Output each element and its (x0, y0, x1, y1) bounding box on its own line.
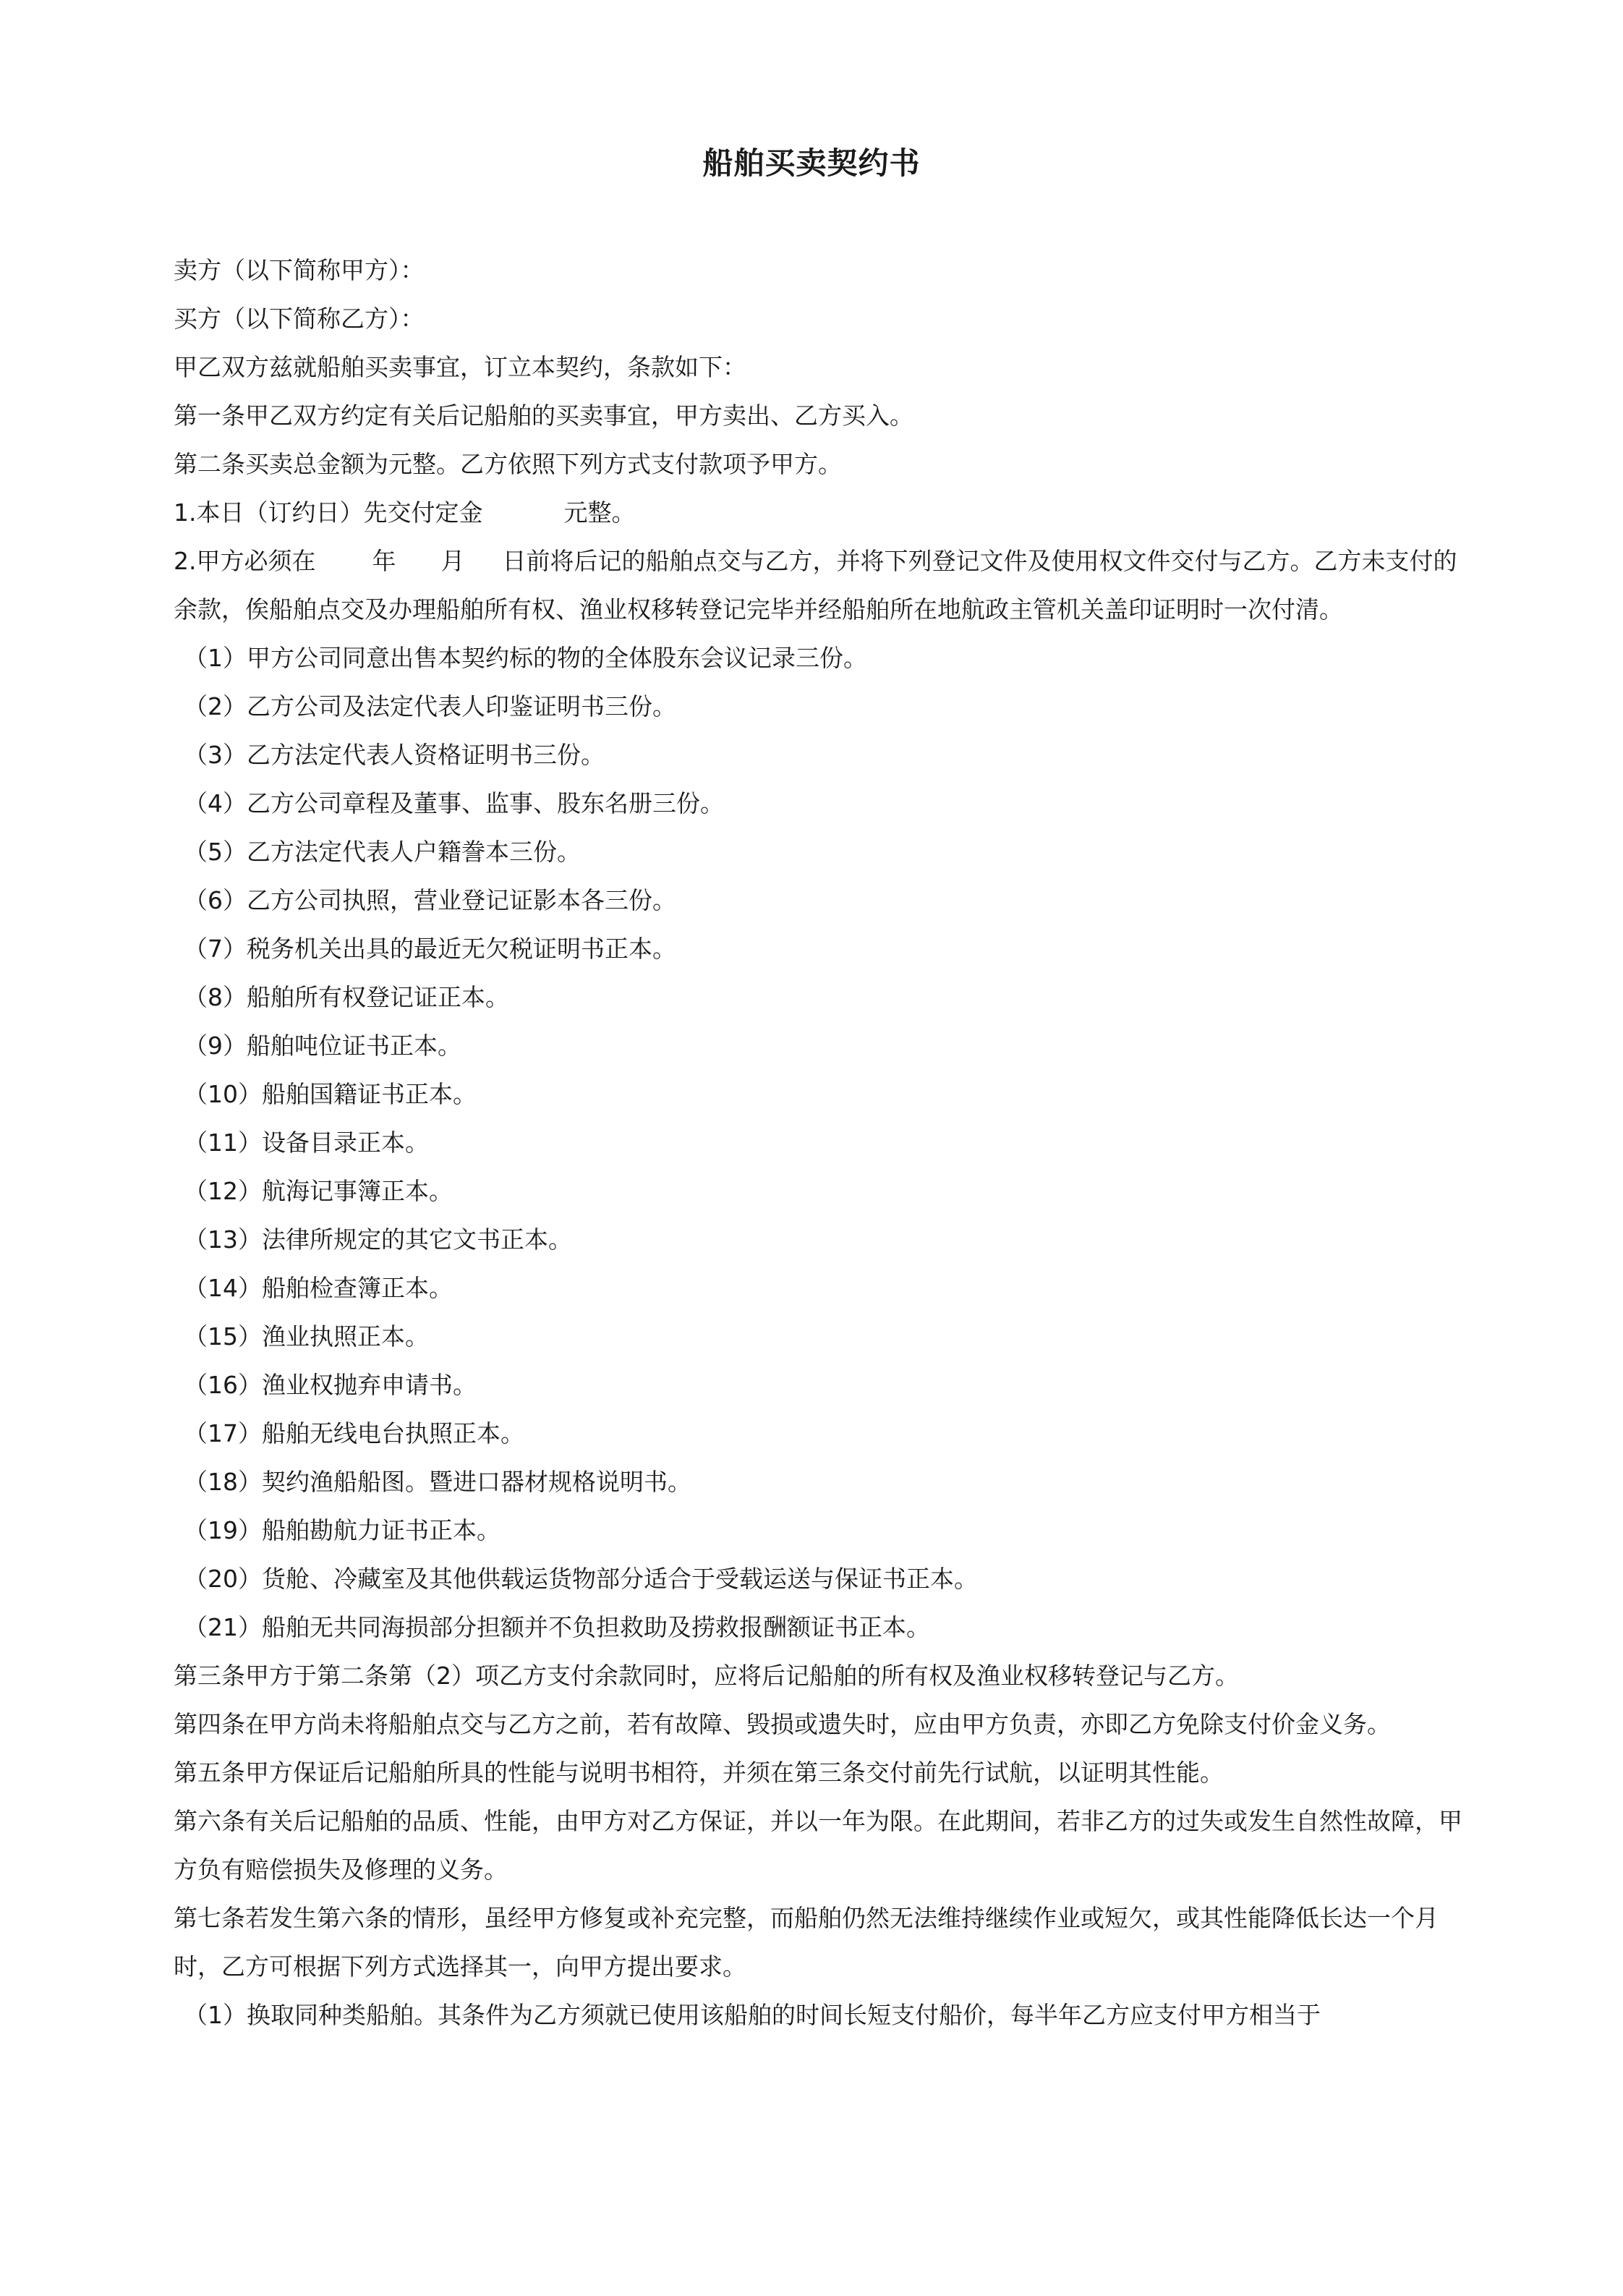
document-item: （8）船舶所有权登记证正本。 (184, 983, 509, 1011)
buyer-line: 买方（以下简称乙方）： (174, 305, 425, 333)
document-item: （21）船舶无共同海损部分担额并不负担救助及捞救报酬额证书正本。 (184, 1613, 930, 1641)
document-item: （1）甲方公司同意出售本契约标的物的全体股东会议记录三份。 (184, 644, 867, 672)
document-item: （16）渔业权抛弃申请书。 (184, 1371, 477, 1399)
article-2-clause-1 (174, 488, 1468, 537)
clause-2-month: 月 (440, 547, 465, 575)
document-item: （14）船舶检查簿正本。 (184, 1274, 453, 1302)
article-7-option-1: （1）换取同种类船舶。其条件为乙方须就已使用该船舶的时间长短支付船价，每半年乙方应支付甲方相当于 (184, 2001, 1321, 2029)
document-item: （12）航海记事簿正本。 (184, 1177, 453, 1205)
clause-2-year: 年 (372, 547, 396, 575)
document-item: （5）乙方法定代表人户籍誊本三份。 (184, 838, 581, 866)
document-item: （17）船舶无线电台执照正本。 (184, 1419, 524, 1447)
document-item: （6）乙方公司执照，营业登记证影本各三份。 (184, 886, 676, 914)
document-item: （19）船舶勘航力证书正本。 (184, 1516, 500, 1544)
article-5: 第五条甲方保证后记船舶所具的性能与说明书相符，并须在第三条交付前先行试航，以证明其性能。 (174, 1759, 1224, 1787)
document-item: （4）乙方公司章程及董事、监事、股东名册三份。 (184, 789, 724, 817)
clause-2-text-d: 日前将后记的船舶点交与乙方，并将下列登记文件及使用权文件交付与乙方。乙方未支付的余款，俟船舶点交及办理船舶所有权、渔业权移转登记完毕并经船舶所在地航政主管机关盖印证明时一次付清。 (174, 547, 1457, 624)
article-2: 第二条买卖总金额为元整。乙方依照下列方式支付款项予甲方。 (174, 450, 842, 478)
article-4: 第四条在甲方尚未将船舶点交与乙方之前，若有故障、毁损或遗失时，应由甲方负责，亦即乙方免除支付价金义务。 (174, 1710, 1391, 1738)
seller-line: 卖方（以下简称甲方）： (174, 256, 425, 284)
clause-2-text-a: 2.甲方必须在 (174, 547, 316, 575)
document-item: （11）设备目录正本。 (184, 1128, 429, 1157)
article-3: 第三条甲方于第二条第（2）项乙方支付余款同时，应将后记船舶的所有权及渔业权移转登记与乙方。 (174, 1662, 1239, 1690)
document-item: （20）货舱、冷藏室及其他供载运货物部分适合于受载运送与保证书正本。 (184, 1565, 978, 1593)
contract-body (174, 246, 1468, 2039)
document-item: （10）船舶国籍证书正本。 (184, 1080, 477, 1108)
document-item: （3）乙方法定代表人资格证明书三份。 (184, 741, 605, 769)
document-item: （15）渔业执照正本。 (184, 1322, 429, 1351)
document-item: （9）船舶吨位证书正本。 (184, 1032, 461, 1060)
article-2-clause-2 (174, 537, 1468, 634)
article-1: 第一条甲乙双方约定有关后记船舶的买卖事宜，甲方卖出、乙方买入。 (174, 401, 913, 430)
intro-line: 甲乙双方兹就船舶买卖事宜，订立本契约，条款如下： (174, 353, 746, 381)
clause-1-text-b: 元整。 (563, 498, 636, 527)
document-item: （13）法律所规定的其它文书正本。 (184, 1225, 572, 1254)
page-title: 船舶买卖契约书 (702, 145, 921, 181)
clause-1-text-a: 1.本日（订约日）先交付定金 (174, 498, 483, 527)
document-item: （18）契约渔船船图。暨进口器材规格说明书。 (184, 1468, 691, 1496)
article-6: 第六条有关后记船舶的品质、性能，由甲方对乙方保证，并以一年为限。在此期间，若非乙方的过失或发生自然性故障，甲方负有赔偿损失及修理的义务。 (174, 1807, 1462, 1884)
document-item: （2）乙方公司及法定代表人印鉴证明书三份。 (184, 692, 676, 720)
document-item: （7）税务机关出具的最近无欠税证明书正本。 (184, 935, 676, 963)
article-7: 第七条若发生第六条的情形，虽经甲方修复或补充完整，而船舶仍然无法维持继续作业或短欠，或其性能降低长达一个月时，乙方可根据下列方式选择其一，向甲方提出要求。 (174, 1904, 1439, 1981)
